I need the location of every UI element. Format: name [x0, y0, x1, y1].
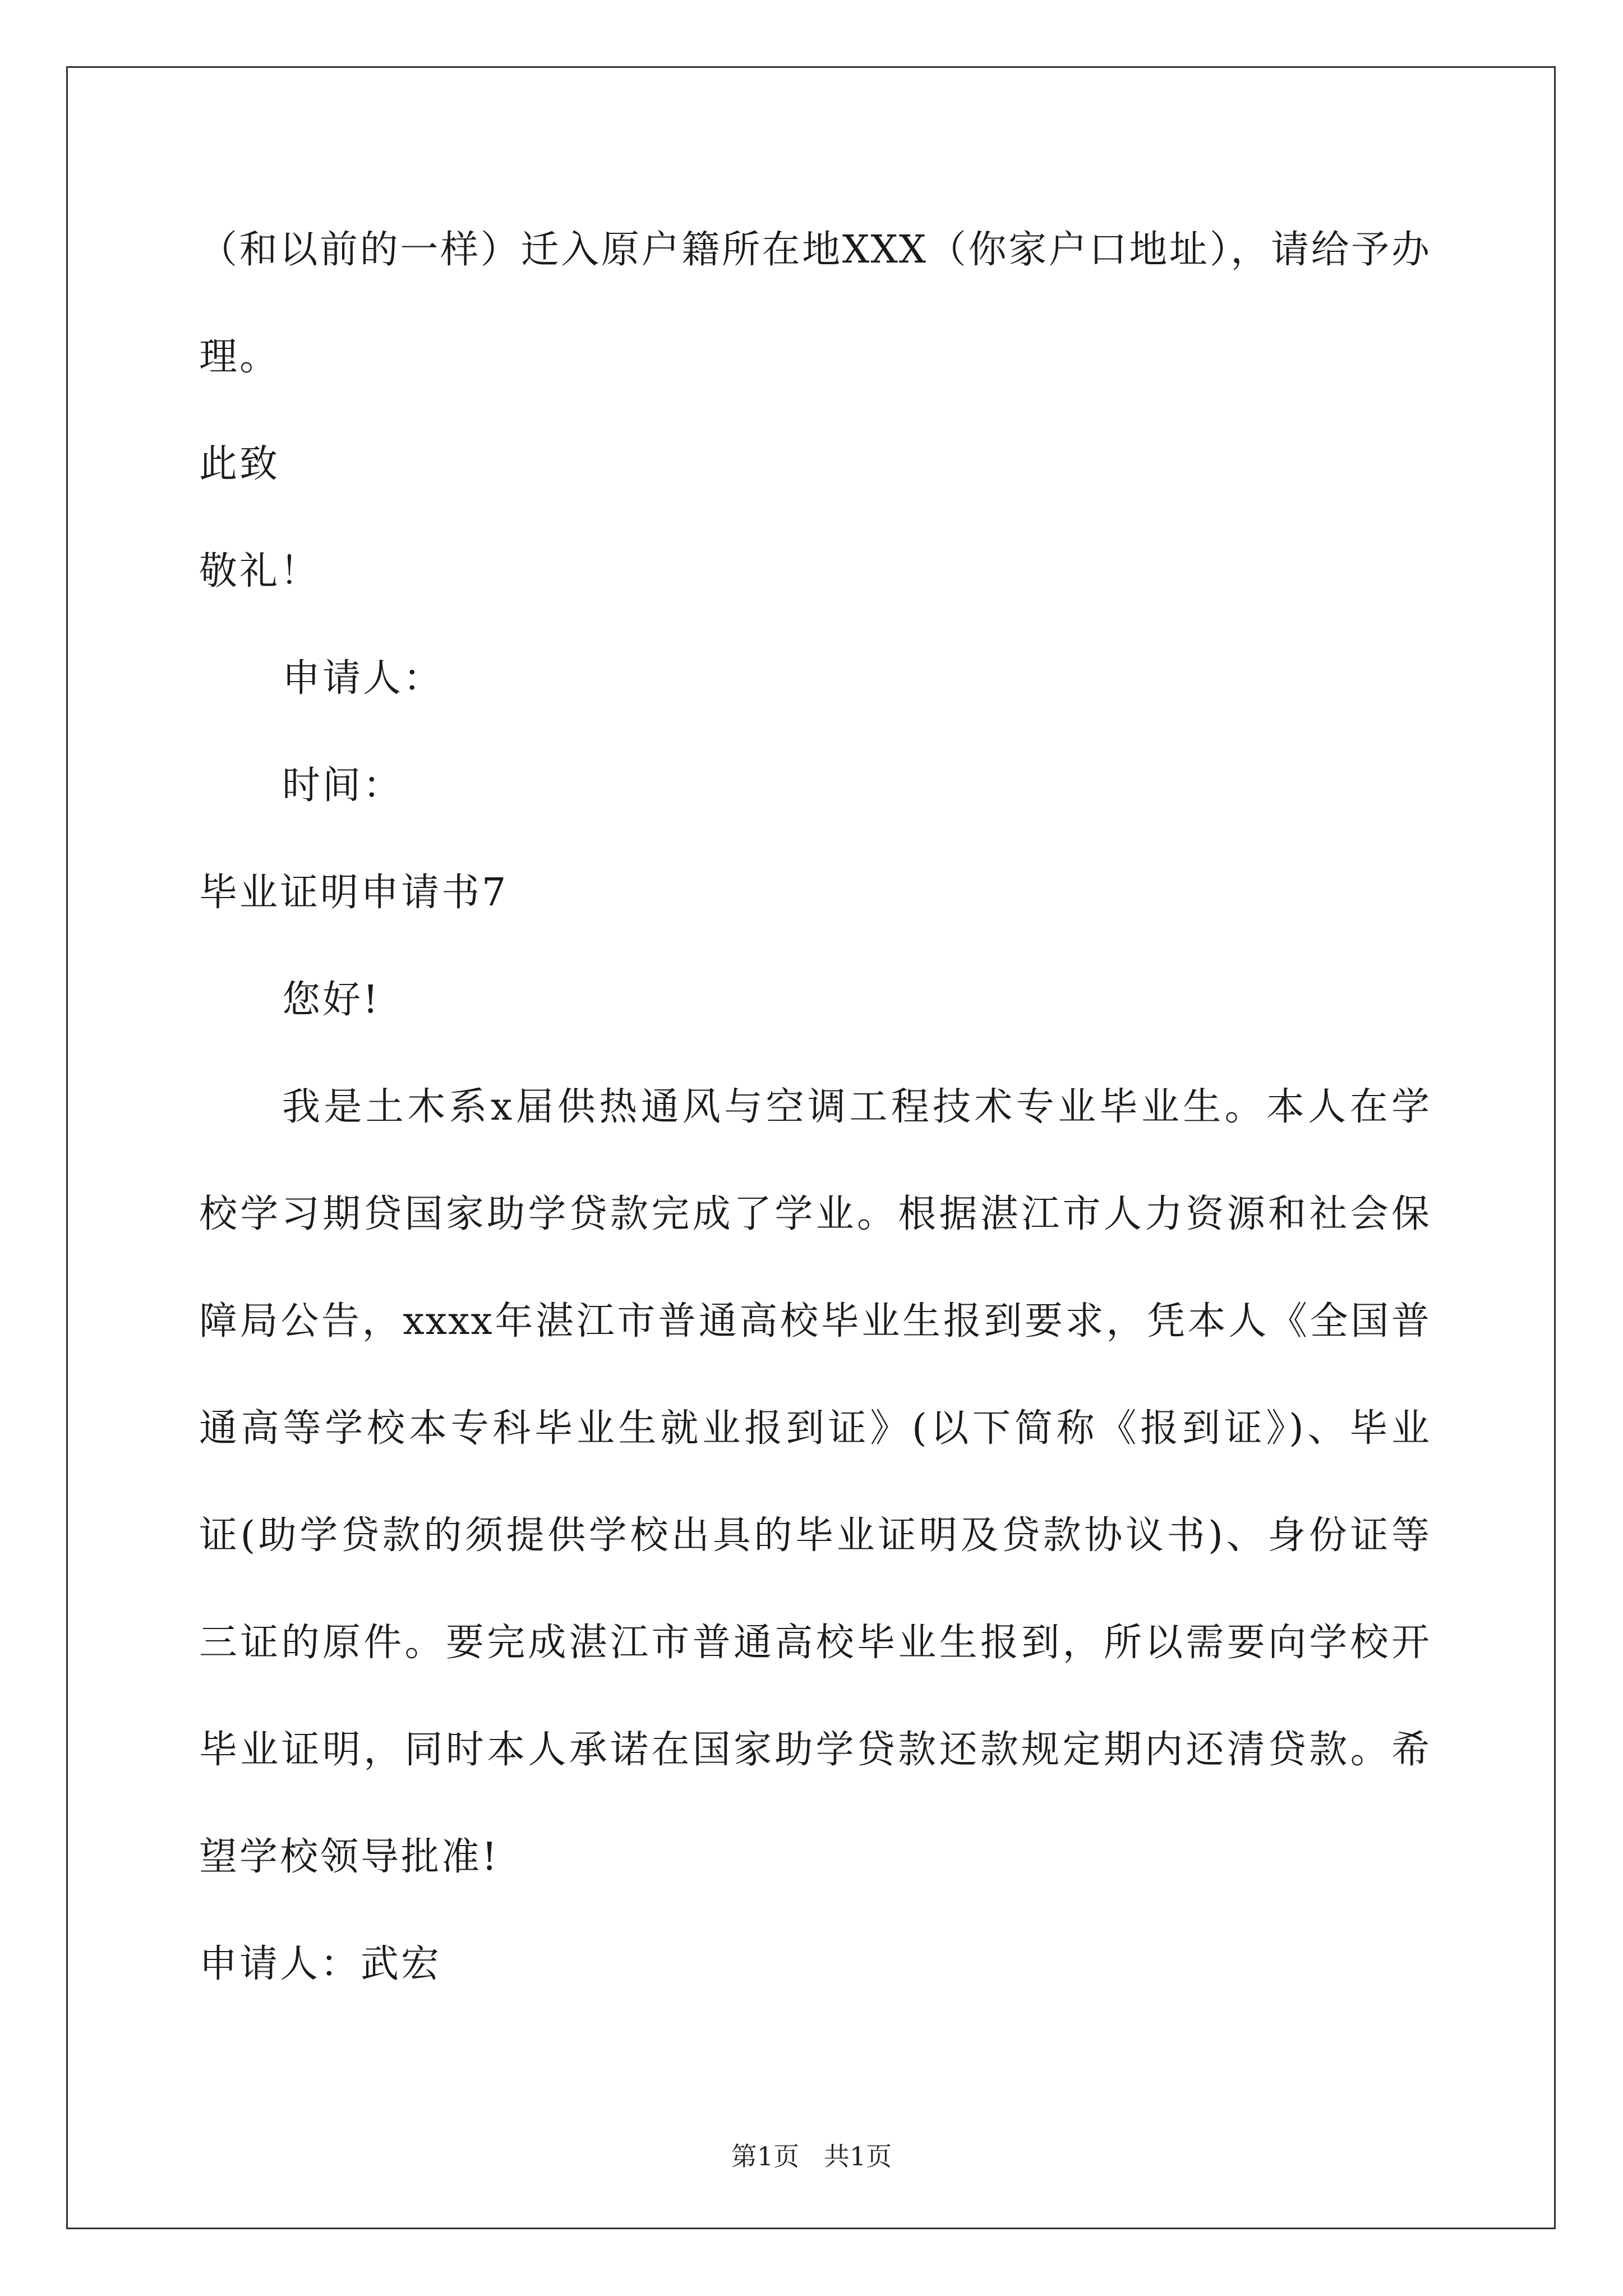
page-number: 第1页 共1页: [731, 2141, 892, 2171]
paragraph-line: （和以前的一样）迁入原户籍所在地XXX（你家户口地址），请给予办: [199, 228, 1431, 272]
page-footer: [0, 2136, 1623, 2173]
salutation-line: 敬礼！: [199, 549, 321, 593]
salutation-line: 此致: [199, 442, 280, 486]
page-border: [66, 66, 1556, 2229]
paragraph-line: 障局公告，xxxx年湛江市普通高校毕业生报到要求，凭本人《全国普: [199, 1299, 1431, 1343]
paragraph-line: 望学校领导批准!: [199, 1835, 500, 1879]
paragraph-line: 我是土木系x届供热通风与空调工程技术专业毕业生。本人在学: [282, 1085, 1431, 1129]
paragraph-line: 理。: [199, 335, 280, 379]
greeting-line: 您好!: [282, 978, 381, 1022]
date-label: 时间：: [282, 763, 404, 808]
paragraph-line: 证(助学贷款的须提供学校出具的毕业证明及贷款协议书)、身份证等: [199, 1513, 1431, 1558]
paragraph-line: 通高等学校本专科毕业生就业报到证》(以下简称《报到证》)、毕业: [199, 1406, 1431, 1451]
section-title: 毕业证明申请书7: [199, 871, 509, 915]
paragraph-line: 三证的原件。要完成湛江市普通高校毕业生报到，所以需要向学校开: [199, 1621, 1431, 1665]
paragraph-line: 毕业证明，同时本人承诺在国家助学贷款还款规定期内还清贷款。希: [199, 1728, 1431, 1772]
applicant-label: 申请人：: [282, 656, 444, 701]
paragraph-line: 校学习期贷国家助学贷款完成了学业。根据湛江市人力资源和社会保: [199, 1192, 1431, 1236]
signature-line: 申请人：武宏: [199, 1942, 442, 1986]
